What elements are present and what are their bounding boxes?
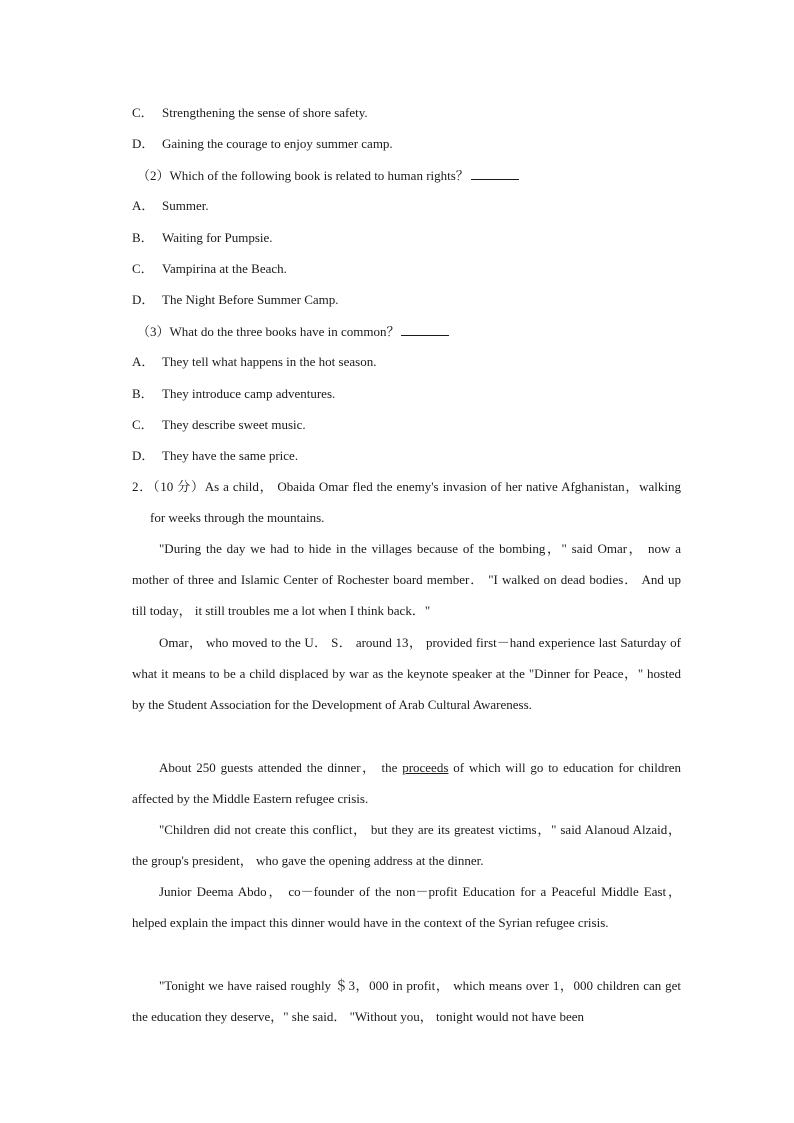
q1-2-option-a: [132, 198, 209, 214]
question-number: 2．: [132, 479, 153, 494]
option-text: They tell what happens in the hot season.: [162, 354, 377, 369]
q1-2-prompt: [137, 167, 519, 184]
answer-blank: [401, 323, 449, 336]
q2-paragraph-1: "During the day we had to hide in the villages because of the bombing，" said Omar， now a mother of three and Islamic Center of Rochester board member． "I walked on dead bodies． And up till today， it still troubles me a lot when I think back．": [132, 541, 681, 619]
option-text: Vampirina at the Beach.: [162, 261, 287, 276]
q2-paragraph-6: "Tonight we have raised roughly ＄3，000 in profit， which means over 1，000 children can get the education they deserve，" she said． "Without you， tonight would not have been: [132, 978, 681, 1025]
option-text: They introduce camp adventures.: [162, 386, 336, 401]
q1-3-option-b: [132, 386, 335, 402]
option-letter: B．: [132, 386, 154, 401]
text-after: of which will go to education for children affected by the Middle Eastern refugee crisis.: [132, 760, 681, 807]
option-text: They describe sweet music.: [162, 417, 306, 432]
option-letter: A．: [132, 354, 155, 369]
option-letter: D．: [132, 448, 155, 463]
q2-paragraph-3: [132, 752, 681, 814]
text-before: About 250 guests attended the dinner， the: [159, 760, 403, 775]
keyword-underlined: proceeds: [402, 760, 449, 775]
question-score: （10 分）: [152, 479, 205, 494]
q1-1-option-c: [132, 105, 368, 121]
option-letter: C．: [132, 261, 154, 276]
q1-3-prompt: [137, 323, 449, 340]
q1-3-option-a: [132, 354, 376, 370]
option-text: They have the same price.: [162, 448, 299, 463]
q2-intro: [132, 471, 681, 533]
option-text: Gaining the courage to enjoy summer camp.: [162, 136, 393, 151]
q1-1-option-d: [132, 136, 393, 152]
answer-blank: [471, 167, 519, 180]
option-letter: C．: [132, 105, 154, 120]
q1-2-option-b: [132, 230, 273, 246]
option-letter: D．: [132, 292, 155, 307]
option-letter: A．: [132, 198, 155, 213]
q2-paragraph-5: Junior Deema Abdo， co－founder of the non－profit Education for a Peaceful Middle East， helped explain the impact this dinner would have in the context of the Syrian refugee crisis.: [132, 884, 681, 931]
question-prompt: （2）Which of the following book is related to human rights？: [137, 168, 469, 183]
question-prompt: （3）What do the three books have in common？: [137, 324, 400, 339]
q2-paragraph-2: Omar， who moved to the U． S． around 13， provided first－hand experience last Saturday of what it means to be a child displaced by war as the keynote speaker at the "Dinner for Peace，" hosted by the Student Association for the Development of Arab Cultural Awareness.: [132, 635, 681, 713]
option-letter: D．: [132, 136, 155, 151]
option-text: Strengthening the sense of shore safety.: [162, 105, 368, 120]
q2-paragraph-4: "Children did not create this conflict， but they are its greatest victims，" said Alanoud Alzaid，the group's president， who gave the opening address at the dinner.: [132, 822, 681, 869]
option-letter: C．: [132, 417, 154, 432]
option-text: The Night Before Summer Camp.: [162, 292, 339, 307]
option-text: Summer.: [162, 198, 209, 213]
option-text: Waiting for Pumpsie.: [162, 230, 273, 245]
option-letter: B．: [132, 230, 154, 245]
q1-3-option-d: [132, 448, 298, 464]
q1-2-option-d: [132, 292, 339, 308]
q1-3-option-c: [132, 417, 306, 433]
q1-2-option-c: [132, 261, 287, 277]
intro-text: As a child， Obaida Omar fled the enemy's invasion of her native Afghanistan，walking for weeks through the mountains.: [150, 479, 681, 526]
